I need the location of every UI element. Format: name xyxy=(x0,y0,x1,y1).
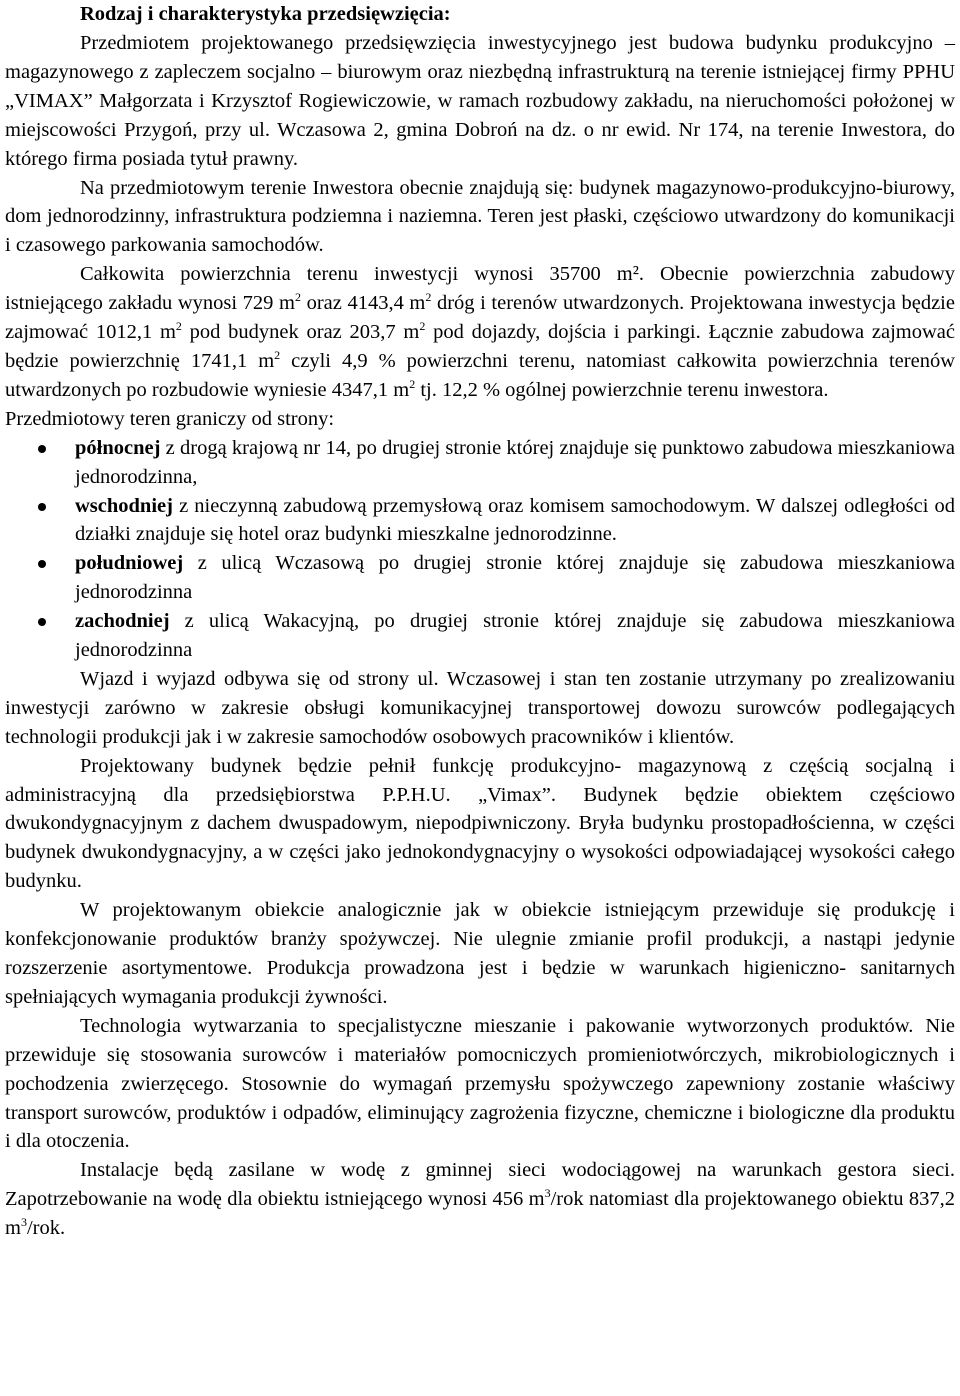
border-description: z ulicą Wakacyjną, po drugiej stronie której znajduje się zabudowa mieszkaniowa jednorodzinna xyxy=(75,610,955,662)
border-description: z drogą krajową nr 14, po drugiej stronie której znajduje się punktowo zabudowa mieszkaniowa jednorodzinna, xyxy=(75,436,955,488)
list-item xyxy=(5,607,955,665)
paragraph-technology: Technologia wytwarzania to specjalistyczne mieszanie i pakowanie wytworzonych produktów. Nie przewiduje się stosowania surowców i materiałów pomocniczych promieniotwórczych, mikrobiologicznych i pochodzenia zwierzęcego. Stosownie do wymagań przemysłu spożywczego zapewniony zostanie właściwy transport surowców, produktów i odpadów, eliminujący zagrożenia fizyczne, chemiczne i biologiczne dla produktu i dla otoczenia. xyxy=(5,1014,955,1153)
superscript: 2 xyxy=(294,290,301,305)
list-item xyxy=(5,434,955,492)
border-description: z ulicą Wczasową po drugiej stronie której znajduje się zabudowa mieszkaniowa jednorodzinna xyxy=(75,552,955,604)
list-item xyxy=(5,492,955,550)
border-description: z nieczynną zabudową przemysłową oraz komisem samochodowym. W dalszej odległości od działki znajduje się hotel oraz budynki mieszkalne jednorodzinne. xyxy=(75,494,955,546)
list-item xyxy=(5,549,955,607)
text-run: dróg i terenów utwardzonych. Projektowana inwestycja będzie zajmować 1012,1 m xyxy=(5,292,955,344)
text-run: tj. 12,2 % ogólnej powierzchnie terenu inwestora. xyxy=(415,378,829,401)
text-run: pod dojazdy, dojścia i parkingi. Łącznie zabudowa zajmować będzie powierzchnię 1741,1 m xyxy=(5,321,955,372)
border-side: południowej xyxy=(75,552,184,575)
text-run: pod budynek oraz 203,7 m xyxy=(181,321,420,344)
text-run: czyli 4,9 % powierzchni terenu, natomiast całkowita powierzchnia terenów utwardzonych po rozbudowie wyniesie 4347,1 m xyxy=(5,349,956,401)
border-side: zachodniej xyxy=(75,610,170,633)
paragraph-water-supply xyxy=(5,1156,955,1243)
text-run: oraz 4143,4 m xyxy=(300,292,426,315)
section-heading: Rodzaj i charakterystyka przedsięwzięcia: xyxy=(80,3,451,25)
superscript: 2 xyxy=(175,319,182,334)
paragraph-site-current-state: Na przedmiotowym terenie Inwestora obecnie znajdują się: budynek magazynowo-produkcyjno-biurowy, dom jednorodzinny, infrastruktura podziemna i naziemna. Teren jest płaski, częściowo utwardzony do komunikacji i czasowego parkowania samochodów. xyxy=(5,176,955,257)
superscript: 2 xyxy=(419,319,426,334)
superscript: 3 xyxy=(544,1186,551,1201)
text-run: /rok natomiast dla projektowanego obiektu 837,2 m xyxy=(5,1188,955,1240)
paragraph-project-description: Przedmiotem projektowanego przedsięwzięcia inwestycyjnego jest budowa budynku produkcyjno – magazynowego z zapleczem socjalno – biurowym oraz niezbędną infrastrukturą na terenie istniejącej firmy PPHU „VIMAX” Małgorzata i Krzysztof Rogiewiczowie, w ramach rozbudowy zakładu, na nieruchomości położonej w miejscowości Przygoń, przy ul. Wczasowa 2, gmina Dobroń na dz. o nr ewid. Nr 174, na terenie Inwestora, do którego firma posiada tytuł prawny. xyxy=(5,32,955,170)
border-side: wschodniej xyxy=(75,494,173,517)
superscript: 2 xyxy=(425,290,432,305)
paragraph-borders-intro: Przedmiotowy teren graniczy od strony: xyxy=(5,407,335,430)
bullet-icon xyxy=(38,618,46,626)
document-page xyxy=(5,0,955,1243)
text-run: /rok. xyxy=(26,1217,66,1240)
borders-list xyxy=(5,434,955,665)
superscript: 2 xyxy=(274,348,281,363)
paragraph-site-areas xyxy=(5,260,955,405)
bullet-icon xyxy=(38,560,46,568)
text-run: Instalacje będą zasilane w wodę z gminnej sieci wodociągowej na warunkach gestora sieci. Zapotrzebowanie na wodę dla obiektu istniejącego wynosi 456 m xyxy=(5,1159,955,1211)
superscript: 2 xyxy=(409,377,416,392)
text-run: Całkowita powierzchnia terenu inwestycji wynosi 35700 m². Obecnie powierzchnia zabudowy istniejącego zakładu wynosi 729 m xyxy=(5,263,955,315)
paragraph-production: W projektowanym obiekcie analogicznie jak w obiekcie istniejącym przewiduje się produkcję i konfekcjonowanie produktów branży spożywczej. Nie ulegnie zmianie profil produkcji, a nastąpi jedynie rozszerzenie asortymentowe. Produkcja prowadzona jest i będzie w warunkach higieniczno- sanitarnych spełniających wymagania produkcji żywności. xyxy=(5,899,955,1008)
paragraph-building-function: Projektowany budynek będzie pełnił funkcję produkcyjno- magazynową z częścią socjalną i administracyjną dla przedsiębiorstwa P.P.H.U. „Vimax”. Budynek będzie obiektem częściowo dwukondygnacyjnym z dachem dwuspadowym, niepodpiwniczony. Bryła budynku prostopadłościenna, w części budynek dwukondygnacyjny, a w części jako jednokondygnacyjny o wysokości odpowiadającej wysokości całego budynku. xyxy=(5,754,955,893)
superscript: 3 xyxy=(20,1215,27,1230)
bullet-icon xyxy=(38,503,46,511)
bullet-icon xyxy=(38,445,46,453)
border-side: północnej xyxy=(75,436,161,459)
paragraph-access: Wjazd i wyjazd odbywa się od strony ul. Wczasowej i stan ten zostanie utrzymany po zrealizowaniu inwestycji zarówno w zakresie obsługi komunikacyjnej transportowej dowozu surowców podlegających technologii produkcji jak i w zakresie samochodów osobowych pracowników i klientów. xyxy=(5,667,955,748)
